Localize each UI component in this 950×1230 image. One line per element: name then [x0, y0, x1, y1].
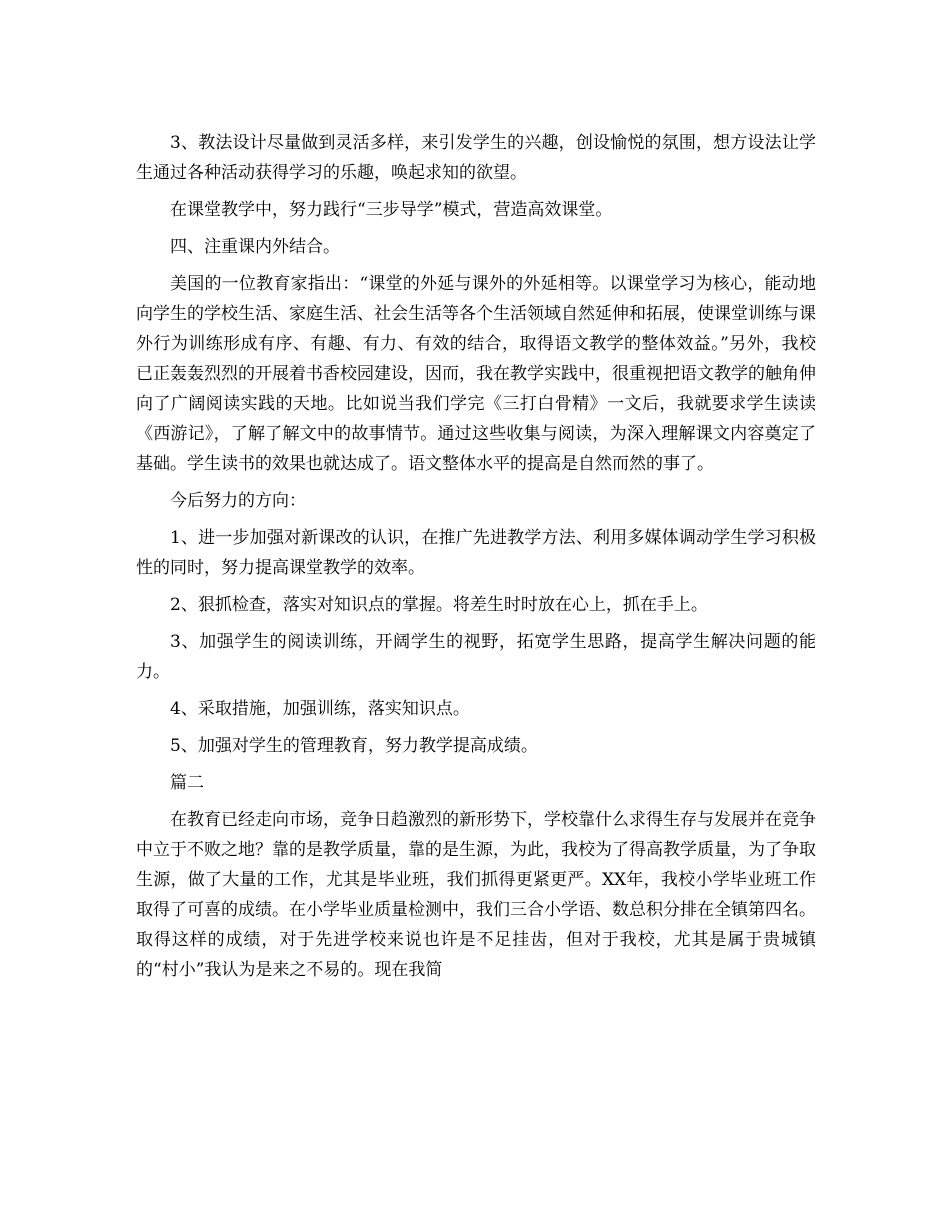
paragraph-extracurricular: 美国的一位教育家指出：“课堂的外延与课外的外延相等。以课堂学习为核心，能动地向学生的学校生活、家庭生活、社会生活等各个生活领域自然延伸和拓展，使课堂训练与课外行为训练形成有序、有趣、有力、有效的结合，取得语文教学的整体效益。”另外，我校已正轰轰烈烈的开展着书香校园建设，因而，我在教学实践中，很重视把语文教学的触角伸向了广阔阅读实践的天地。比如说当我们学完《三打白骨精》一文后，我就要求学生读读《西游记》，了解了解文中的故事情节。通过这些收集与阅读，为深入理解课文内容奠定了基础。学生读书的效果也就达成了。语文整体水平的提高是自然而然的事了。: [136, 274, 816, 474]
paragraph-part-two-body: 在教育已经走向市场，竞争日趋激烈的新形势下，学校靠什么求得生存与发展并在竞争中立于不败之地？靠的是教学质量，靠的是生源，为此，我校为了得高教学质量，为了争取生源，做了大量的工作，尤其是毕业班，我们抓得更紧更严。XX年，我校小学毕业班工作取得了可喜的成绩。在小学毕业质量检测中，我们三合小学语、数总积分排在全镇第四名。取得这样的成绩，对于先进学校来说也许是不足挂齿，但对于我校，尤其是属于贵城镇的“村小”我认为是来之不易的。现在我简: [136, 810, 816, 980]
paragraph-direction-2: 2、狠抓检查，落实对知识点的掌握。将差生时时放在心上，抓在手上。: [170, 595, 708, 615]
paragraph-part-two-heading: 篇二: [170, 773, 204, 793]
paragraph-future-direction-heading: 今后努力的方向：: [170, 491, 306, 511]
paragraph-teaching-design: 3、教法设计尽量做到灵活多样，来引发学生的兴趣，创设愉悦的氛围，想方设法让学生通过各种活动获得学习的乐趣，唤起求知的欲望。: [136, 133, 816, 183]
document-body: [136, 128, 816, 992]
paragraph-three-step-guide: 在课堂教学中，努力践行“三步导学”模式，营造高效课堂。: [170, 200, 613, 220]
paragraph-direction-1: 1、进一步加强对新课改的认识，在推广先进教学方法、利用多媒体调动学生学习积极性的同时，努力提高课堂教学的效率。: [136, 528, 816, 578]
paragraph-section-four-heading: 四、注重课内外结合。: [170, 237, 340, 257]
paragraph-direction-5: 5、加强对学生的管理教育，努力教学提高成绩。: [170, 736, 538, 756]
paragraph-direction-4: 4、采取措施，加强训练，落实知识点。: [170, 699, 470, 719]
paragraph-direction-3: 3、加强学生的阅读训练，开阔学生的视野，拓宽学生思路，提高学生解决问题的能力。: [136, 632, 816, 682]
